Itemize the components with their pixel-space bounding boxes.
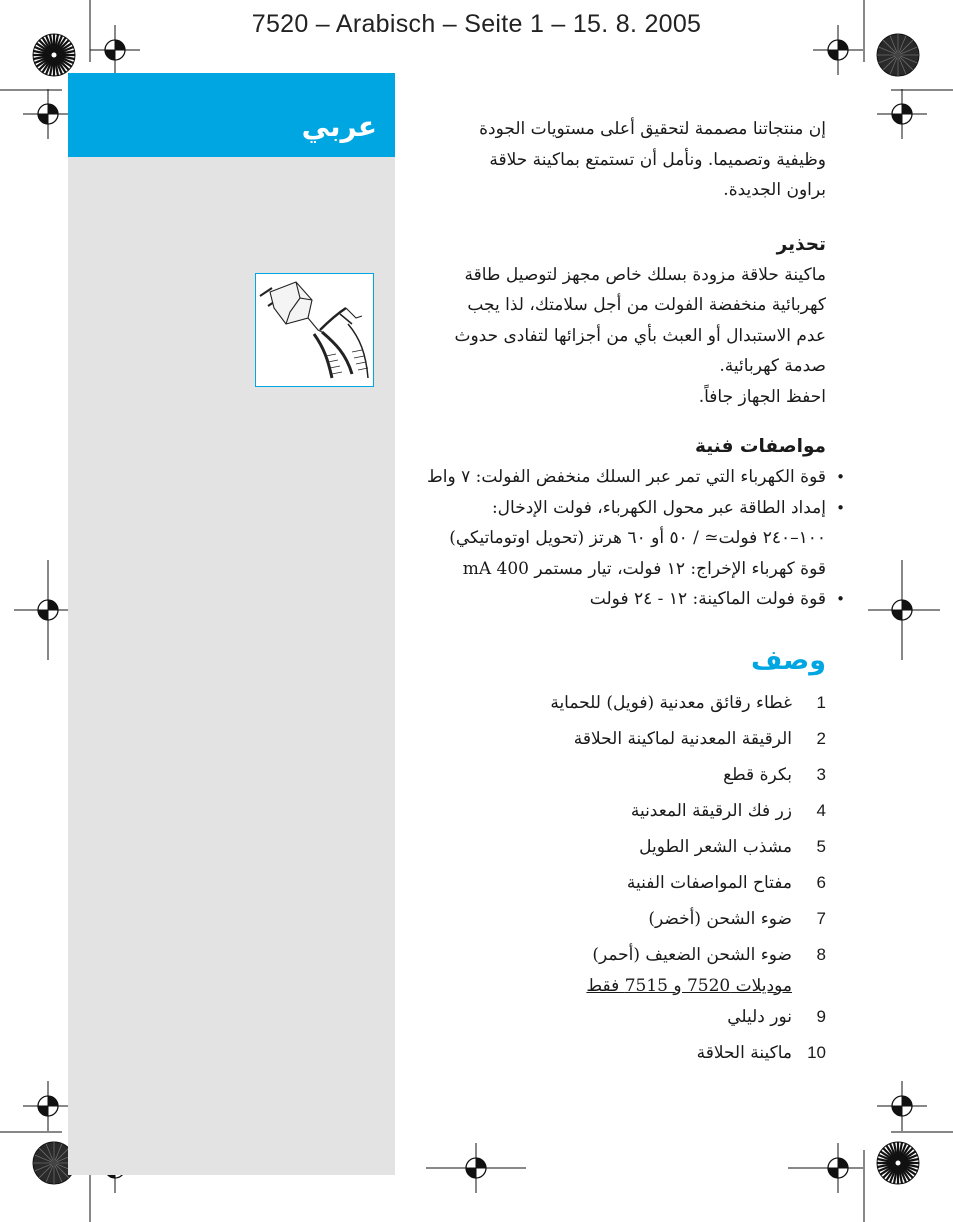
intro-line: إن منتجاتنا مصممة لتحقيق أعلى مستويات الجودة (479, 119, 826, 139)
description-heading: وصف (750, 644, 826, 676)
item-label: مشذب الشعر الطويل (639, 836, 792, 857)
item-label: زر فك الرقيقة المعدنية (630, 800, 792, 821)
model-note (430, 973, 826, 999)
list-item (430, 901, 826, 937)
list-item (430, 937, 826, 999)
list-item (430, 757, 826, 793)
item-label: ضوء الشحن (أخضر) (648, 908, 792, 929)
spec-item: ١٠٠–٢٤٠ فولت≃ / ٥٠ أو ٦٠ هرتز (تحويل اوتوماتيكي) (449, 528, 826, 548)
item-number: 4 (816, 800, 826, 820)
item-number: 9 (816, 1006, 826, 1026)
list-item (430, 685, 826, 721)
warning-line: كهربائية منخفضة الفولت من أجل سلامتك، لذا يجب (467, 295, 826, 315)
item-number: 2 (816, 728, 826, 748)
warning-heading: تحذير (776, 233, 826, 255)
list-item (430, 793, 826, 829)
left-sidebar-panel (68, 73, 395, 1175)
item-number: 5 (816, 836, 826, 856)
list-item (430, 999, 826, 1035)
list-item (430, 721, 826, 757)
item-label: بكرة قطع (723, 764, 792, 785)
item-number: 6 (816, 872, 826, 892)
item-label: نور دليلي (727, 1006, 792, 1027)
warning-paragraph (430, 260, 826, 413)
warning-line: عدم الاستبدال أو العبث بأي من أجزائها لتفادى حدوث (454, 325, 826, 346)
item-number: 8 (816, 944, 826, 964)
plug-cable-illustration (255, 273, 374, 387)
intro-line: براون الجديدة. (723, 180, 826, 200)
page-header-slug: 7520 – Arabisch – Seite 1 – 15. 8. 2005 (251, 10, 702, 38)
warning-line: ماكينة حلاقة مزودة بسلك خاص مجهز لتوصيل طاقة (464, 264, 826, 285)
item-number: 10 (807, 1042, 826, 1062)
intro-line: وظيفية وتصميما. ونأمل أن تستمتع بماكينة حلاقة (489, 149, 826, 170)
item-number: 3 (816, 764, 826, 784)
intro-paragraph (430, 114, 826, 206)
spec-item: إمداد الطاقة عبر محول الكهرباء، فولت الإدخال: • (430, 493, 826, 524)
warning-line: احفظ الجهاز جافاً. (698, 386, 826, 407)
item-label: الرقيقة المعدنية لماكينة الحلاقة (573, 728, 792, 749)
main-text-column (427, 114, 826, 1071)
item-number: 1 (816, 692, 826, 712)
spec-item: قوة الكهرباء التي تمر عبر السلك منخفض الفولت: ٧ واط • (430, 462, 826, 493)
specs-list (427, 462, 826, 615)
item-label: غطاء رقائق معدنية (فويل) للحماية (550, 692, 792, 713)
spec-item: قوة فولت الماكينة: ١٢ - ٢٤ فولت • (430, 584, 826, 615)
warning-line: صدمة كهربائية. (719, 356, 826, 376)
item-label: ضوء الشحن الضعيف (أحمر) (592, 944, 792, 965)
model-note-text: موديلات 7520 و 7515 فقط (586, 975, 792, 996)
specs-heading: مواصفات فنية (695, 436, 826, 457)
item-label: ماكينة الحلاقة (696, 1042, 792, 1063)
list-item (430, 865, 826, 901)
parts-list (430, 685, 826, 1071)
language-tab: عربي (68, 73, 395, 157)
list-item (430, 1035, 826, 1071)
list-item (430, 829, 826, 865)
item-label: مفتاح المواصفات الفنية (626, 872, 792, 893)
spec-item: قوة كهرباء الإخراج: ١٢ فولت، تيار مستمر 400 mA (462, 558, 826, 579)
item-number: 7 (816, 908, 826, 928)
